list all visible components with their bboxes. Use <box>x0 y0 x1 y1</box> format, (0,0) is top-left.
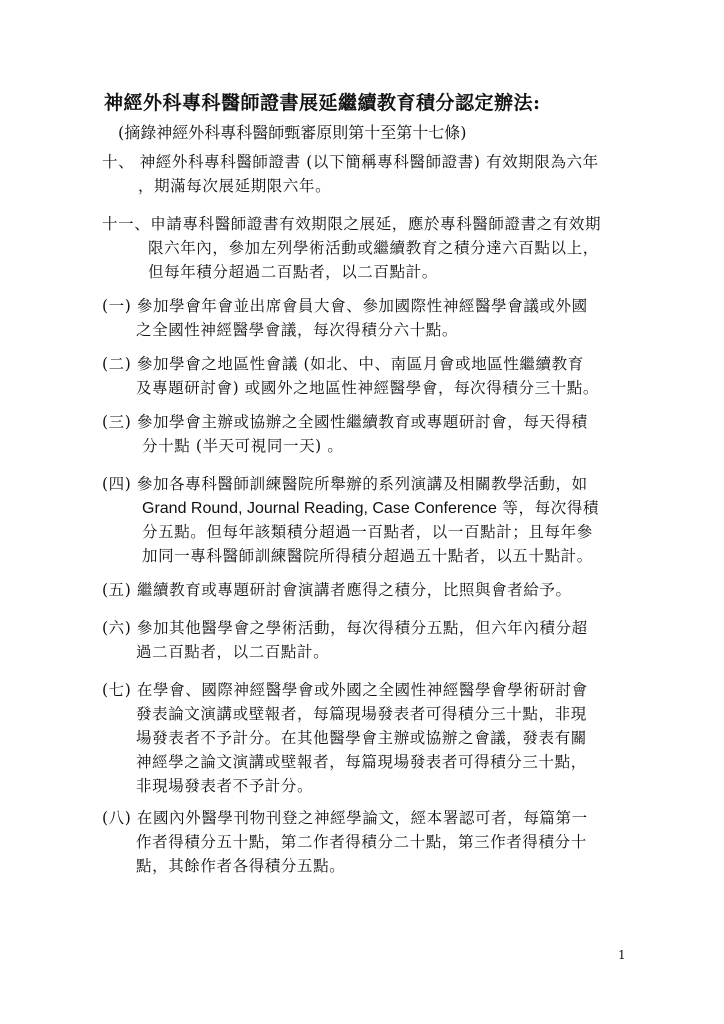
article-ten-line-2: ，期滿每次展延期限六年。 <box>138 177 332 195</box>
article-ten <box>102 150 622 198</box>
item-eight <box>102 806 622 878</box>
item-four-line-2 <box>102 496 622 520</box>
item-six <box>102 616 622 664</box>
item-four-line-4: 加同一專科醫師訓練醫院所得積分超過五十點者，以五十點計。 <box>142 547 593 565</box>
article-eleven <box>102 212 622 284</box>
conference-types-text: Grand Round, Journal Reading, Case Conference <box>142 500 497 517</box>
item-one-line-1: (一) 參加學會年會並出席會員大會、參加國際性神經醫學會議或外國 <box>102 297 588 315</box>
item-four-line-1: (四) 參加各專科醫師訓練醫院所舉辦的系列演講及相關教學活動，如 <box>102 475 588 493</box>
item-two-line-2: 及專題研討會) 或國外之地區性神經醫學會，每次得積分三十點。 <box>136 379 599 397</box>
article-eleven-line-2: 限六年內，參加左列學術活動或繼續教育之積分達六百點以上， <box>148 239 599 257</box>
item-five-line-1: (五) 繼續教育或專題研討會演講者應得之積分，比照與會者給予。 <box>102 581 572 599</box>
item-two <box>102 352 622 400</box>
item-four <box>102 472 622 568</box>
item-eight-line-3: 點，其餘作者各得積分五點。 <box>136 857 346 875</box>
item-three-line-1: (三) 參加學會主辦或協辦之全國性繼續教育或專題研討會，每天得積 <box>102 413 588 431</box>
document-subtitle: (摘錄神經外科專科醫師甄審原則第十至第十七條) <box>118 123 467 142</box>
item-six-line-2: 過二百點者，以二百點計。 <box>136 643 330 661</box>
item-seven-line-1: (七) 在學會、國際神經醫學會或外國之全國性神經醫學會學術研討會 <box>102 681 588 699</box>
item-eight-line-1: (八) 在國內外醫學刊物刊登之神經學論文，經本署認可者，每篇第一 <box>102 809 588 827</box>
article-ten-line-1: 十、 神經外科專科醫師證書 (以下簡稱專科醫師證書) 有效期限為六年 <box>102 153 599 171</box>
item-four-line-2-tail: 等，每次得積 <box>502 499 600 517</box>
item-six-line-1: (六) 參加其他醫學會之學術活動，每次得積分五點，但六年內積分超 <box>102 619 588 637</box>
article-eleven-line-3: 但每年積分超過二百點者，以二百點計。 <box>148 263 438 281</box>
item-one-line-2: 之全國性神經醫學會議，每次得積分六十點。 <box>136 321 459 339</box>
item-four-line-3: 分五點。但每年該類積分超過一百點者，以一百點計；且每年參 <box>142 523 593 541</box>
item-seven <box>102 678 622 798</box>
page-number: 1 <box>618 948 626 962</box>
document-title: 神經外科專科醫師證書展延繼續教育積分認定辦法: <box>104 92 541 114</box>
item-seven-line-3: 場發表者不予計分。在其他醫學會主辦或協辦之會議，發表有關 <box>136 729 587 747</box>
item-three <box>102 410 622 458</box>
item-eight-line-2: 作者得積分五十點，第二作者得積分二十點，第三作者得積分十 <box>136 833 587 851</box>
item-seven-line-2: 發表論文演講或壁報者，每篇現場發表者可得積分三十點，非現 <box>136 705 587 723</box>
item-seven-line-5: 非現場發表者不予計分。 <box>136 777 314 795</box>
article-eleven-line-1: 十一、申請專科醫師證書有效期限之展延，應於專科醫師證書之有效期 <box>102 215 602 233</box>
item-two-line-1: (二) 參加學會之地區性會議 (如北、中、南區月會或地區性繼續教育 <box>102 355 584 373</box>
item-three-line-2: 分十點 (半天可視同一天) 。 <box>142 437 344 455</box>
item-seven-line-4: 神經學之論文演講或壁報者，每篇現場發表者可得積分三十點， <box>136 753 587 771</box>
item-one <box>102 294 622 342</box>
item-five <box>102 578 622 602</box>
